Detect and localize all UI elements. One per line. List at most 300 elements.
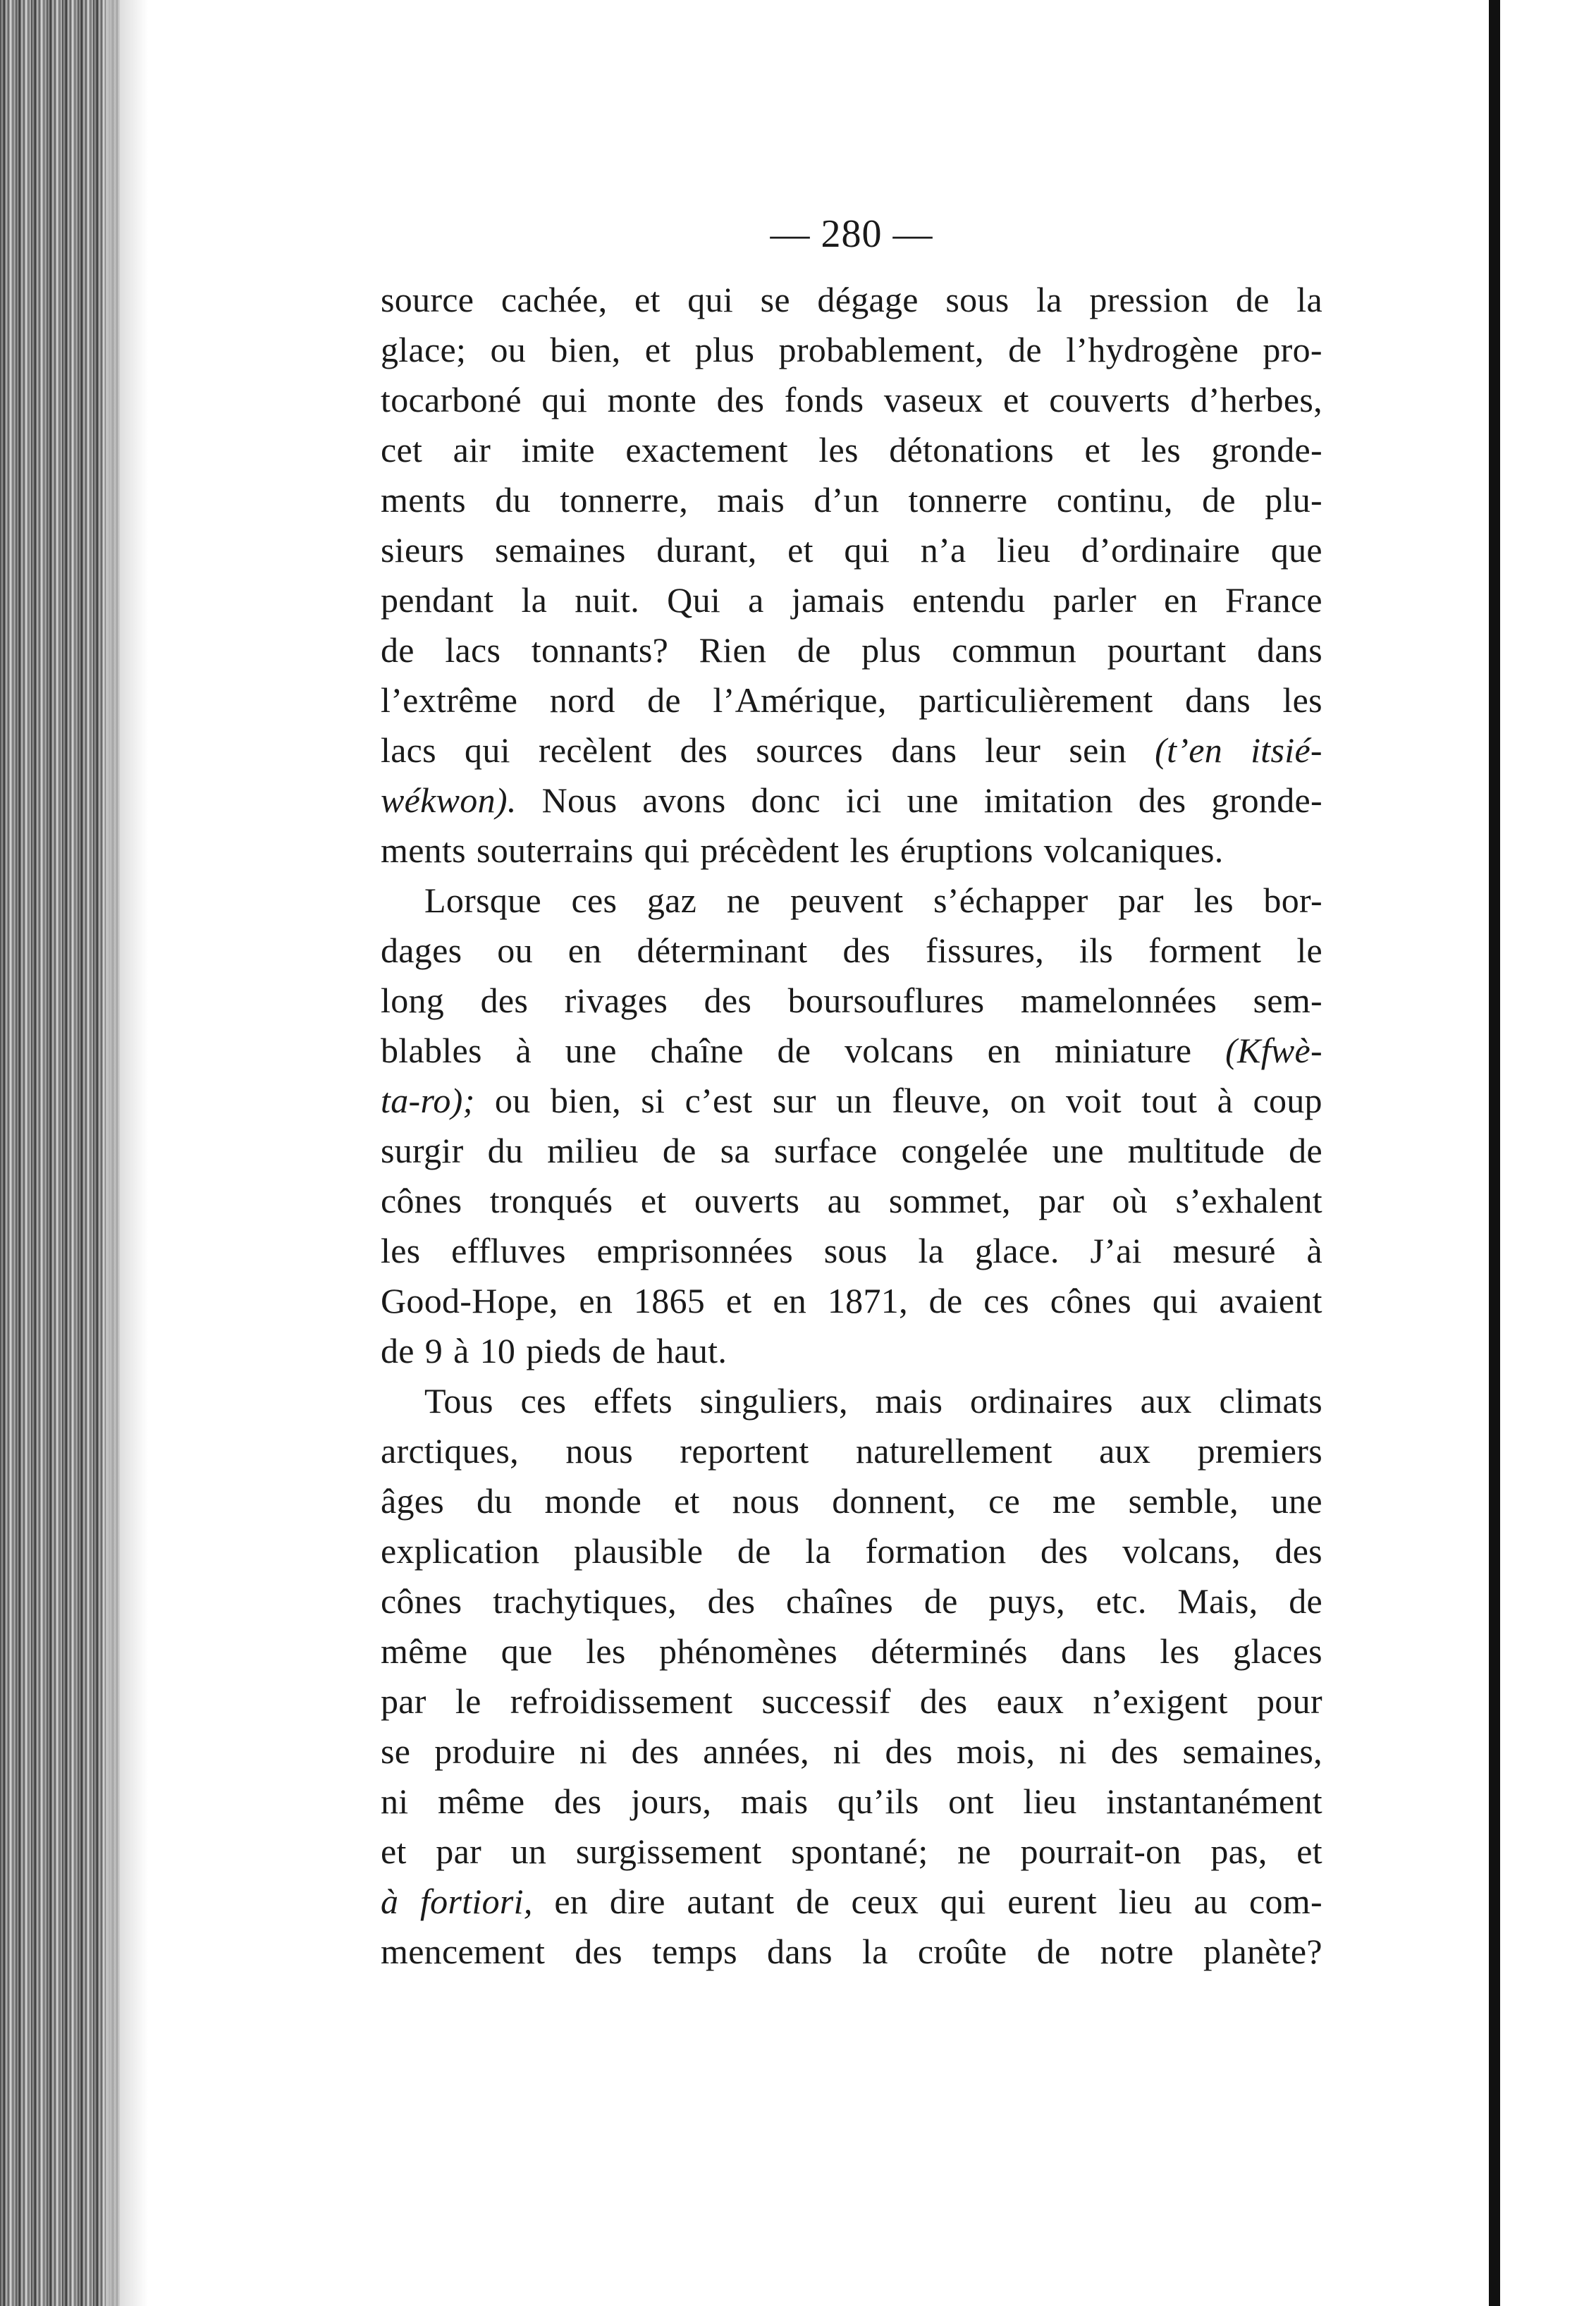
word: ces [520, 1381, 567, 1421]
word: qui [844, 530, 890, 570]
word: d’ordinaire [1081, 530, 1241, 570]
word: qui [1152, 1281, 1198, 1320]
word: des [919, 1681, 968, 1721]
word: surgir [381, 1131, 464, 1170]
word: par [1118, 881, 1164, 920]
word: le [1296, 931, 1322, 970]
word: exactement [625, 430, 788, 470]
word: pendant [381, 580, 494, 620]
word: à [1217, 1081, 1234, 1120]
word: etc. [1095, 1581, 1147, 1621]
word: imite [521, 430, 595, 470]
text-line [381, 1026, 1322, 1076]
word: qui [940, 1882, 986, 1921]
word: successif [761, 1681, 891, 1721]
word: et [1296, 1832, 1322, 1871]
word: dans [891, 730, 957, 770]
paragraph-1 [381, 275, 1322, 876]
word: volcaniques. [1043, 830, 1224, 870]
word: gronde- [1211, 780, 1322, 820]
word: ne [957, 1832, 991, 1871]
word: pression [1089, 280, 1209, 319]
word: fortiori, [419, 1882, 533, 1921]
text-line [381, 1426, 1322, 1476]
word: bor- [1263, 881, 1322, 920]
word: 1865 [633, 1281, 706, 1320]
word: volcans [845, 1031, 954, 1070]
word: planète? [1203, 1932, 1322, 1971]
word: recèlent [538, 730, 652, 770]
word: pour [1257, 1681, 1322, 1721]
text-line [381, 1526, 1322, 1576]
word: la [1036, 280, 1062, 319]
word: les [381, 1231, 421, 1270]
word: 10 [479, 1331, 516, 1370]
word: tocarboné [381, 380, 522, 419]
word: sommet, [888, 1181, 1011, 1220]
word: en [1164, 580, 1198, 620]
word: Good-Hope, [381, 1281, 558, 1320]
word: ments [381, 830, 466, 870]
word: un [510, 1832, 547, 1871]
word: qui [644, 830, 690, 870]
word: des [680, 730, 728, 770]
word: imitation [983, 780, 1113, 820]
word: des [704, 981, 752, 1020]
text-line [381, 1777, 1322, 1827]
word: air [453, 430, 491, 470]
word: lacs [445, 630, 501, 670]
word: ce [988, 1481, 1021, 1521]
word: ou [490, 330, 527, 369]
word: fleuve, [892, 1081, 990, 1120]
word: pro- [1263, 330, 1322, 369]
word: ceux [851, 1882, 919, 1921]
word: peuvent [790, 881, 904, 920]
word: au [1193, 1882, 1228, 1921]
word: 1871, [827, 1281, 908, 1320]
word: produire [434, 1731, 556, 1771]
word: la [1296, 280, 1322, 319]
word: et [1084, 430, 1111, 470]
word: et [644, 330, 671, 369]
word: ni [579, 1731, 608, 1771]
word: et [640, 1181, 667, 1220]
word: à [515, 1031, 532, 1070]
word: tronqués [489, 1181, 613, 1220]
word: lacs [381, 730, 436, 770]
word: s’exhalent [1175, 1181, 1322, 1220]
word: les [818, 430, 859, 470]
word: ta-ro); [381, 1081, 475, 1120]
word: du [487, 1131, 524, 1170]
word: années, [703, 1731, 809, 1771]
text-line [381, 1326, 1322, 1376]
word: arctiques, [381, 1431, 519, 1471]
word: puys, [988, 1581, 1065, 1621]
word: de [381, 1331, 415, 1370]
word: sources [756, 730, 864, 770]
word: une [907, 780, 959, 820]
paragraph-2 [381, 876, 1322, 1376]
word: et [787, 530, 814, 570]
text-line [381, 1226, 1322, 1276]
word: monde [544, 1481, 642, 1521]
word: dans [1257, 630, 1322, 670]
word: que [1270, 530, 1322, 570]
word: cônes [381, 1581, 462, 1621]
word: entendu [912, 580, 1026, 620]
text-line [381, 425, 1322, 475]
word: mais [717, 480, 785, 520]
word: glace; [381, 330, 467, 369]
word: plus [694, 330, 755, 369]
word: aux [1140, 1381, 1192, 1421]
word: des [553, 1781, 602, 1821]
word: dans [1061, 1631, 1127, 1671]
word: bien, [550, 1081, 621, 1120]
word: milieu [547, 1131, 639, 1170]
word: nord [549, 680, 615, 720]
word: déterminant [637, 931, 808, 970]
word: singuliers, [699, 1381, 848, 1421]
word: les [1193, 881, 1234, 920]
word: ou [497, 931, 533, 970]
word: jamais [791, 580, 885, 620]
word: de [1008, 330, 1042, 369]
word: l’Amérique, [713, 680, 887, 720]
text-line [381, 375, 1322, 425]
text-line [381, 976, 1322, 1026]
text-line [381, 1676, 1322, 1727]
word: des [575, 1932, 622, 1971]
word: autant [687, 1882, 775, 1921]
word: bien, [550, 330, 621, 369]
word: ont [948, 1781, 994, 1821]
word: ici [845, 780, 882, 820]
text-line [381, 1927, 1322, 1977]
word: glace. [974, 1231, 1060, 1270]
word: à [453, 1331, 469, 1370]
word: d’un [814, 480, 880, 520]
word: un [836, 1081, 872, 1120]
word: des [631, 1731, 680, 1771]
word: ni [1059, 1731, 1087, 1771]
word: de [928, 1281, 963, 1320]
word: d’herbes, [1190, 380, 1322, 419]
word: coup [1253, 1081, 1322, 1120]
text-line [381, 826, 1322, 876]
word: lieu [997, 530, 1051, 570]
word: des [842, 931, 891, 970]
word: premiers [1197, 1431, 1322, 1471]
text-line [381, 1376, 1322, 1426]
text-line [381, 475, 1322, 525]
word: âges [381, 1481, 445, 1521]
word: plu- [1265, 480, 1322, 520]
word: multitude [1127, 1131, 1265, 1170]
word: en [987, 1031, 1021, 1070]
word: s’échapper [933, 881, 1088, 920]
word: et [1003, 380, 1029, 419]
word: parler [1052, 580, 1137, 620]
word: reportent [680, 1431, 809, 1471]
word: fissures, [926, 931, 1044, 970]
word: congelée [901, 1131, 1029, 1170]
word: leur [985, 730, 1041, 770]
word: fonds [784, 380, 864, 419]
text-line [381, 725, 1322, 775]
word: avaient [1219, 1281, 1322, 1320]
word: itsié- [1251, 730, 1322, 770]
word: Rien [699, 630, 767, 670]
word: à [1306, 1231, 1322, 1270]
word: détonations [889, 430, 1055, 470]
word: ouverts [694, 1181, 800, 1220]
word: une [565, 1031, 617, 1070]
word: particulièrement [919, 680, 1153, 720]
word: long [381, 981, 445, 1020]
word: souterrains [476, 830, 634, 870]
word: tonnerre [908, 480, 1028, 520]
word: qui [687, 280, 734, 319]
word: eurent [1007, 1882, 1097, 1921]
word: ils [1079, 931, 1114, 970]
word: et [381, 1832, 407, 1871]
word: effets [593, 1381, 673, 1421]
text-line [381, 1126, 1322, 1176]
text-line [381, 1626, 1322, 1676]
word: Lorsque [424, 881, 541, 920]
word: n’exigent [1093, 1681, 1228, 1721]
word: naturellement [855, 1431, 1052, 1471]
word: une [1270, 1481, 1322, 1521]
word: (Kfwè- [1225, 1031, 1322, 1070]
word: de [1235, 280, 1270, 319]
word: pourtant [1107, 630, 1227, 670]
word: du [476, 1481, 512, 1521]
word: gronde- [1211, 430, 1322, 470]
word: sieurs [381, 530, 465, 570]
word: les [1282, 680, 1322, 720]
word: de [797, 630, 831, 670]
scan-binding-shadow [106, 0, 148, 2306]
word: plus [861, 630, 921, 670]
word: sa [720, 1131, 750, 1170]
book-page [381, 211, 1322, 1977]
word: emprisonnées [596, 1231, 793, 1270]
word: de [1202, 480, 1236, 520]
word: lieu [1023, 1781, 1077, 1821]
text-line [381, 575, 1322, 625]
scan-margin-right [1500, 0, 1596, 2306]
word: cônes [381, 1181, 462, 1220]
word: de [1289, 1131, 1322, 1170]
word: se [381, 1731, 411, 1771]
word: phénomènes [659, 1631, 837, 1671]
word: ordinaires [969, 1381, 1113, 1421]
word: blables [381, 1031, 482, 1070]
word: le [455, 1681, 481, 1721]
text-line [381, 1176, 1322, 1226]
word: pieds [526, 1331, 602, 1370]
word: des [1138, 780, 1186, 820]
word: spontané; [791, 1832, 928, 1871]
word: et [634, 280, 661, 319]
text-line [381, 525, 1322, 575]
word: ni [833, 1731, 861, 1771]
word: et [725, 1281, 752, 1320]
word: boursouflures [787, 981, 985, 1020]
word: mois, [957, 1731, 1036, 1771]
word: cônes [1050, 1281, 1132, 1320]
text-line [381, 675, 1322, 725]
word: surface [774, 1131, 878, 1170]
word: instantanément [1106, 1781, 1322, 1821]
text-line [381, 275, 1322, 325]
text-line [381, 1576, 1322, 1626]
word: qu’ils [837, 1781, 919, 1821]
text-line [381, 1827, 1322, 1877]
word: semble, [1128, 1481, 1239, 1521]
word: des [707, 1581, 756, 1621]
word: avons [642, 780, 726, 820]
word: même [381, 1631, 468, 1671]
word: me [1052, 1481, 1096, 1521]
text-line [381, 775, 1322, 826]
word: au [827, 1181, 861, 1220]
text-line [381, 1076, 1322, 1126]
word: de [796, 1882, 830, 1921]
word: formation [865, 1531, 1007, 1571]
word: ces [983, 1281, 1029, 1320]
word: éruptions [900, 830, 1033, 870]
word: tout [1141, 1081, 1198, 1120]
word: rivages [564, 981, 668, 1020]
word: lieu [1118, 1882, 1172, 1921]
word: croûte [917, 1932, 1007, 1971]
word: a [748, 580, 764, 620]
word: nuit. [575, 580, 640, 620]
word: la [521, 580, 548, 620]
word: tonnerre, [560, 480, 689, 520]
word: ments [381, 480, 466, 520]
word: de [1289, 1581, 1322, 1621]
word: donnent, [832, 1481, 957, 1521]
word: de [1036, 1932, 1071, 1971]
word: mamelonnées [1020, 981, 1217, 1020]
word: ces [571, 881, 618, 920]
word: la [862, 1932, 888, 1971]
word: glaces [1233, 1631, 1322, 1671]
word: explication [381, 1531, 540, 1571]
word: nous [732, 1481, 800, 1521]
word: miniature [1055, 1031, 1192, 1070]
word: durant, [656, 530, 757, 570]
word: temps [651, 1932, 737, 1971]
word: forment [1148, 931, 1262, 970]
word: commun [952, 630, 1077, 670]
word: surgissement [575, 1832, 762, 1871]
word: aux [1099, 1431, 1151, 1471]
text-line [381, 926, 1322, 976]
text-line [381, 1276, 1322, 1326]
word: pourrait-on [1020, 1832, 1181, 1871]
word: des [716, 380, 765, 419]
word: eaux [996, 1681, 1064, 1721]
word: refroidissement [510, 1681, 733, 1721]
word: les [586, 1631, 626, 1671]
word: à [381, 1882, 399, 1921]
word: ni [381, 1781, 409, 1821]
word: source [381, 280, 474, 319]
text-line [381, 1476, 1322, 1526]
word: Tous [424, 1381, 493, 1421]
word: monte [607, 380, 697, 419]
word: nous [565, 1431, 634, 1471]
word: que [501, 1631, 553, 1671]
word: voit [1065, 1081, 1122, 1120]
word: c’est [685, 1081, 753, 1120]
word: sous [823, 1231, 888, 1270]
word: n’a [920, 530, 966, 570]
word: de [381, 630, 415, 670]
word: wékwon). [381, 780, 517, 820]
word: si [641, 1081, 665, 1120]
word: en [773, 1281, 807, 1320]
word: haut. [656, 1331, 728, 1370]
word: com- [1249, 1882, 1322, 1921]
word: qui [465, 730, 510, 770]
word: (t’en [1155, 730, 1223, 770]
word: l’extrême [381, 680, 518, 720]
word: notre [1100, 1932, 1174, 1971]
word: sous [945, 280, 1009, 319]
word: des [1110, 1731, 1159, 1771]
text-line [381, 1877, 1322, 1927]
word: probablement, [778, 330, 984, 369]
word: dans [767, 1932, 833, 1971]
page-text-body [381, 275, 1322, 1977]
word: sur [772, 1081, 816, 1120]
word: semaines [495, 530, 626, 570]
word: la [805, 1531, 831, 1571]
word: dans [1185, 680, 1251, 720]
word: mais [740, 1781, 809, 1821]
scan-binding-left-edge [0, 0, 120, 2306]
word: jours, [630, 1781, 712, 1821]
word: les [1160, 1631, 1200, 1671]
word: de [737, 1531, 771, 1571]
word: chaîne [650, 1031, 744, 1070]
word: des [1275, 1531, 1322, 1571]
word: tonnants? [531, 630, 669, 670]
word: par [1038, 1181, 1085, 1220]
word: de [662, 1131, 696, 1170]
word: mencement [381, 1932, 546, 1971]
word: sem- [1253, 981, 1322, 1020]
word: Mais, [1177, 1581, 1258, 1621]
word: trachytiques, [493, 1581, 677, 1621]
word: déterminés [871, 1631, 1028, 1671]
word: 9 [424, 1331, 443, 1370]
word: cachée, [501, 280, 608, 319]
word: l’hydrogène [1066, 330, 1239, 369]
word: J’ai [1090, 1231, 1142, 1270]
word: les [1141, 430, 1181, 470]
word: cet [381, 430, 423, 470]
word: une [1052, 1131, 1104, 1170]
